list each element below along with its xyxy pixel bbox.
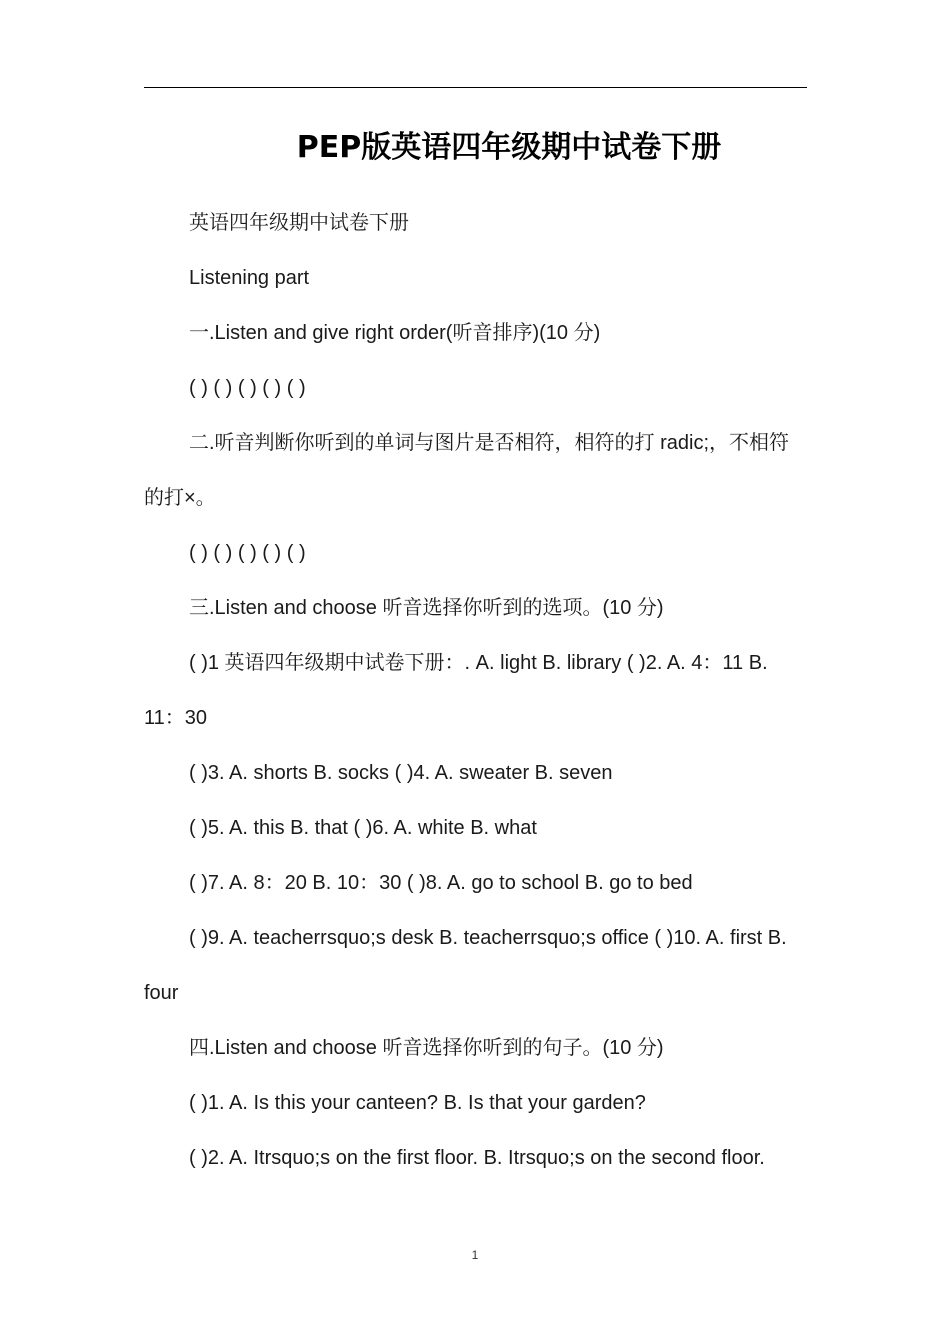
page-number: 1 <box>471 1248 479 1262</box>
paragraph: ( )1 英语四年级期中试卷下册：. A. light B. library ( )2. A. 4：11 B. 11：30 <box>144 652 768 729</box>
paragraph: 一.Listen and give right order(听音排序)(10 分) <box>189 322 601 344</box>
paragraph: 二.听音判断你听到的单词与图片是否相符，相符的打 radic;，不相符的打×。 <box>144 432 790 509</box>
paragraph: ( )1. A. Is this your canteen? B. Is that your garden? <box>189 1092 646 1114</box>
paragraph: Listening part <box>189 267 310 289</box>
document-body <box>144 196 807 1186</box>
paragraph: ( ) ( ) ( ) ( ) ( ) <box>189 377 306 399</box>
paragraph: 四.Listen and choose 听音选择你听到的句子。(10 分) <box>189 1037 664 1059</box>
paragraph: ( )2. A. Itrsquo;s on the first floor. B. Itrsquo;s on the second floor. <box>189 1147 765 1169</box>
paragraph: ( )5. A. this B. that ( )6. A. white B. what <box>189 817 537 839</box>
paragraph: 三.Listen and choose 听音选择你听到的选项。(10 分) <box>189 597 664 619</box>
paragraph: ( ) ( ) ( ) ( ) ( ) <box>189 542 306 564</box>
paragraph: ( )9. A. teacherrsquo;s desk B. teacherrsquo;s office ( )10. A. first B. four <box>144 927 787 1004</box>
paragraph: ( )7. A. 8：20 B. 10：30 ( )8. A. go to school B. go to bed <box>189 872 693 894</box>
paragraph: ( )3. A. shorts B. socks ( )4. A. sweater B. seven <box>189 762 613 784</box>
paragraph: 英语四年级期中试卷下册 <box>189 212 409 234</box>
document-title: PEP版英语四年级期中试卷下册 <box>296 130 722 165</box>
header-rule <box>144 87 807 88</box>
